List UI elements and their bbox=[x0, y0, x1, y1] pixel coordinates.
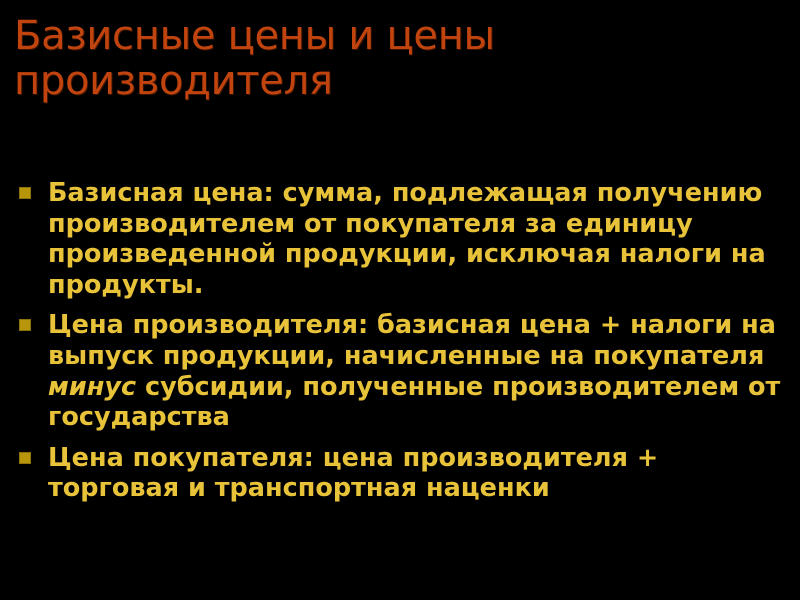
list-item bbox=[10, 443, 795, 504]
list-item-text: Цена покупателя: цена производителя + торговая и транспортная наценки bbox=[48, 442, 659, 504]
square-bullet-icon bbox=[19, 187, 31, 199]
list-item-text: Базисная цена: сумма, подлежащая получению производителем от покупателя за единицу произведенной продукции, исключая налоги на продукты. bbox=[48, 178, 766, 300]
list-item bbox=[10, 310, 795, 432]
page-title: Базисные цены и цены производителя bbox=[14, 13, 495, 104]
list-item-text-part: Цена производителя: базисная цена + налоги на выпуск продукции, начисленные на покупателя bbox=[48, 310, 776, 371]
list-item-text bbox=[48, 310, 795, 432]
list-item bbox=[10, 178, 795, 300]
list-item-emphasis: минус bbox=[48, 371, 137, 402]
square-bullet-icon bbox=[19, 452, 31, 464]
bullet-list bbox=[10, 178, 795, 514]
square-bullet-icon bbox=[19, 319, 31, 331]
list-item-text-part: субсидии, полученные производителем от государства bbox=[48, 371, 781, 433]
